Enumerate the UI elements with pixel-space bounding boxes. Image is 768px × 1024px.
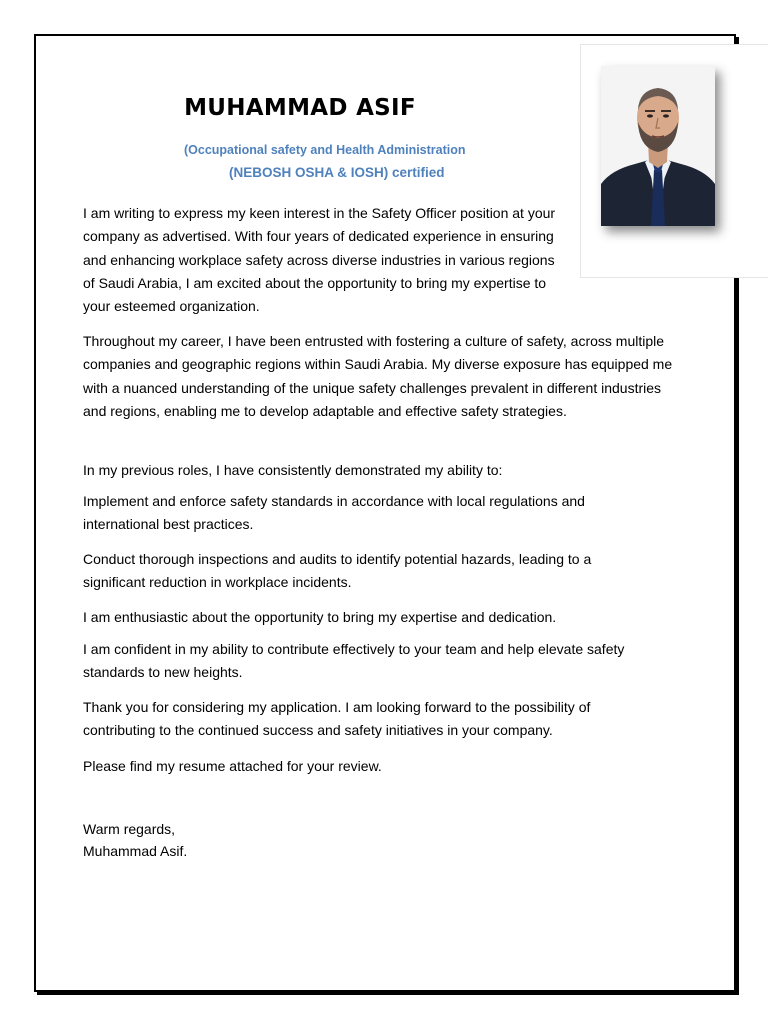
- applicant-name: MUHAMMAD ASIF: [184, 95, 416, 121]
- closing-signature: Muhammad Asif.: [83, 843, 188, 859]
- portrait-photo-icon: [601, 66, 715, 226]
- paragraph-implement-standards: Implement and enforce safety standards in accordance with local regulations and international best practices.: [83, 493, 585, 533]
- paragraph-inspections: Conduct thorough inspections and audits to identify potential hazards, leading to a significant reduction in workplace incidents.: [83, 551, 592, 591]
- paragraph-intro: I am writing to express my keen interest in the Safety Officer position at your company as advertised. With four years of dedicated experience in ensuring and enhancing workplace safety across diverse industries in various regions of Saudi Arabia, I am excited about the opportunity to bring my expertise to your esteemed organization.: [83, 205, 556, 315]
- profile-photo: [601, 66, 715, 226]
- paragraph-confident: I am confident in my ability to contribute effectively to your team and help elevate safety standards to new heights.: [83, 641, 625, 681]
- paragraph-resume-attached: Please find my resume attached for your review.: [83, 758, 382, 774]
- paragraph-career: Throughout my career, I have been entrusted with fostering a culture of safety, across multiple companies and geographic regions within Saudi Arabia. My diverse exposure has equipped me with a nuanced understanding of the unique safety challenges prevalent in different industries and regions, enabling me to develop adaptable and effective safety strategies.: [83, 333, 673, 419]
- subtitle-line-1: (Occupational safety and Health Administration: [184, 143, 466, 157]
- paragraph-previous-roles: In my previous roles, I have consistently demonstrated my ability to:: [83, 462, 503, 478]
- closing-salutation: Warm regards,: [83, 821, 176, 837]
- subtitle-line-2: (NEBOSH OSHA & IOSH) certified: [229, 165, 445, 180]
- paragraph-thank-you: Thank you for considering my application. I am looking forward to the possibility of contributing to the continued success and safety initiatives in your company.: [83, 699, 591, 739]
- closing-block: [83, 818, 187, 862]
- paragraph-enthusiastic: I am enthusiastic about the opportunity to bring my expertise and dedication.: [83, 609, 557, 625]
